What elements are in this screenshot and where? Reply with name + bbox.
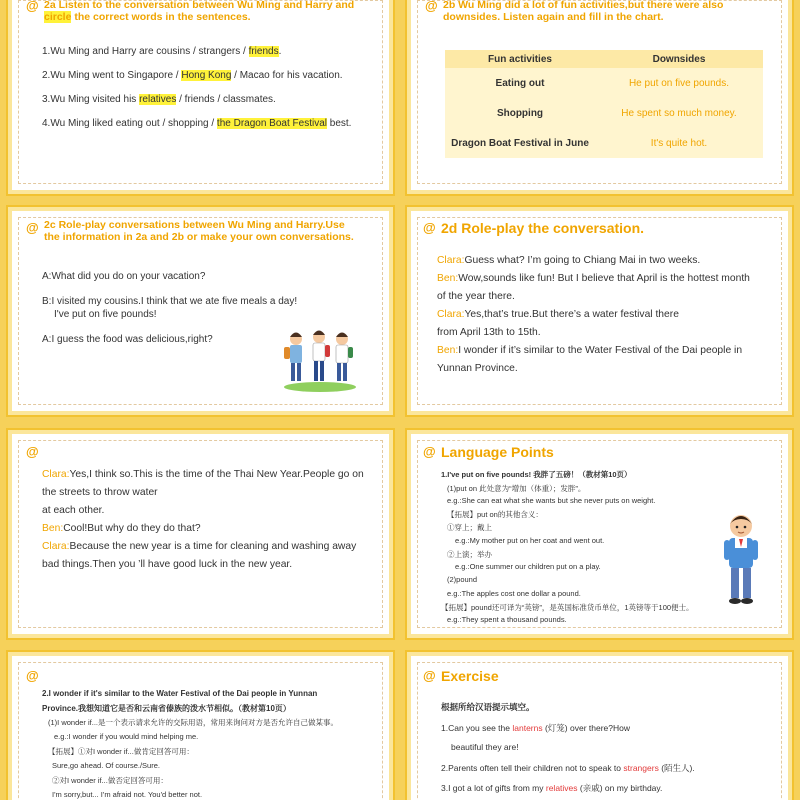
exercise-3: 3.I got a lot of gifts from my relatives (亲戚) on my birthday.: [441, 783, 663, 793]
dialogue-line: Ben:I wonder if it’s similar to the Water Festival of the Dai people in: [437, 345, 743, 356]
swirl-icon: @: [423, 668, 436, 683]
boy-illustration: [721, 512, 761, 608]
swirl-icon: @: [423, 220, 436, 235]
slide-2c-title: 2c Role-play conversations between Wu Ming and Harry.Use the information in 2a and 2b or make your own conversations.: [44, 219, 354, 243]
dialogue-line: at each other.: [42, 505, 105, 516]
slide-2b-title: 2b Wu Ming did a lot of fun activities,but there were also downsides. Listen again and fill in the chart.: [443, 0, 724, 23]
slide-2a: [6, 0, 395, 196]
dialogue-line: Clara:Yes,I think so.This is the time of the Thai New Year.People go on: [42, 469, 364, 480]
dialogue-line: I've put on five pounds!: [54, 309, 157, 320]
chart-row: Shopping He spent so much money.: [496, 107, 737, 119]
dialogue-line: A:I guess the food was delicious,right?: [42, 334, 213, 345]
dialogue-line: A:What did you do on your vacation?: [42, 271, 206, 282]
dialogue-line: of the year there.: [437, 291, 515, 302]
slide-language-points: @ Language Points 1.I've put on five pounds! 我胖了五磅！（教材第10页） (1)put on 此处意为“增加（体重）；发胖”。 e.g.:She can eat what she wants but she never puts on weight. 【拓展】put on的其他含义： ①穿上；戴上 e.g.:My mother put on her coat and went out. ②上演；举办 e.g.:One summer our children put on a play. (2)pound e.g.:The apples cost one dollar a pound. 【拓展】pound还可译为“英镑”，是英国标准货币单位，1英镑等于100便士。 e.g.:They spent a thousand pounds.: [405, 428, 794, 640]
slide-exercise: @ Exercise 根据所给汉语提示填空。 1.Can you see the lanterns (灯笼) over there?How beautiful they are! 2.Parents often tell their children not to speak to strangers (陌生人). 3.I got a lot of gifts from my relatives (亲戚) on my birthday.: [405, 650, 794, 800]
swirl-icon: @: [26, 444, 39, 459]
slide-conversation-continued: [6, 428, 395, 640]
chart-header-row: [445, 50, 763, 68]
question-3: 3.Wu Ming visited his relatives / friends / classmates.: [42, 94, 276, 105]
dialogue-line: Clara:Because the new year is a time for cleaning and washing away: [42, 541, 357, 552]
slide-2a-title: 2a Listen to the conversation between Wu Ming and Harry and circle the correct words in the sentences.: [44, 0, 355, 23]
question-4: 4.Wu Ming liked eating out / shopping / the Dragon Boat Festival best.: [42, 118, 352, 129]
question-1: 1.Wu Ming and Harry are cousins / strangers / friends.: [42, 46, 282, 57]
chart-row: Eating out He put on five pounds.: [495, 77, 730, 89]
dialogue-line: Clara:Guess what? I’m going to Chiang Mai in two weeks.: [437, 255, 701, 266]
dialogue-line: bad things.Then you ’ll have good luck in the new year.: [42, 559, 293, 570]
slide-2c: [6, 205, 395, 417]
conversation-text: [42, 466, 387, 574]
swirl-icon: @: [26, 220, 39, 235]
dialogue-line: Ben:Wow,sounds like fun! But I believe that April is the hottest month: [437, 273, 750, 284]
question-2: 2.Wu Ming went to Singapore / Hong Kong / Macao for his vacation.: [42, 70, 343, 81]
slide-2d-title: 2d Role-play the conversation.: [441, 220, 645, 236]
language-points-title: Language Points: [441, 444, 554, 460]
activities-chart: [445, 50, 763, 158]
exercise-2: 2.Parents often tell their children not to speak to strangers (陌生人).: [441, 763, 695, 773]
dialogue-line: Yunnan Province.: [437, 363, 518, 374]
slide-2b: [405, 0, 794, 196]
dialogue-line: from April 13th to 15th.: [437, 327, 541, 338]
dialogue-line: the streets to throw water: [42, 487, 158, 498]
exercise-title: Exercise: [441, 668, 499, 684]
slide-2d: [405, 205, 794, 417]
chart-row: Dragon Boat Festival in June It's quite hot.: [451, 137, 708, 149]
students-illustration: [280, 325, 358, 393]
dialogue-line: Ben:Cool!But why do they do that?: [42, 523, 201, 534]
chart-header-fun: Fun activities: [488, 53, 552, 65]
exercise-1: 1.Can you see the lanterns (灯笼) over there?How: [441, 723, 630, 733]
swirl-icon: @: [423, 444, 436, 459]
conversation-text: [437, 252, 787, 378]
dialogue-line: Clara:Yes,that’s true.But there’s a water festival there: [437, 309, 679, 320]
dialogue-line: B:I visited my cousins.I think that we ate five meals a day!: [42, 296, 298, 307]
swirl-icon: @: [26, 0, 39, 13]
slide-language-point-2: @ 2.I wonder if it's similar to the Water Festival of the Dai people in Yunnan Province.我想知道它是否和云南省傣族的泼水节相似。（教材第10页） (1)I wonder if...是一个表示请求允许的交际用语，常用来询问对方是否允许自己做某事。 e.g.:I wonder if you would mind helping me. 【拓展】①对I wonder if...做肯定回答可用： Sure,go ahead. Of course./Sure. ②对I wonder if...做否定回答可用： I'm sorry,but... I'm afraid not. You'd better not.: [6, 650, 395, 800]
swirl-icon: @: [26, 668, 39, 683]
chart-header-downsides: Downsides: [652, 53, 706, 65]
swirl-icon: @: [425, 0, 438, 13]
